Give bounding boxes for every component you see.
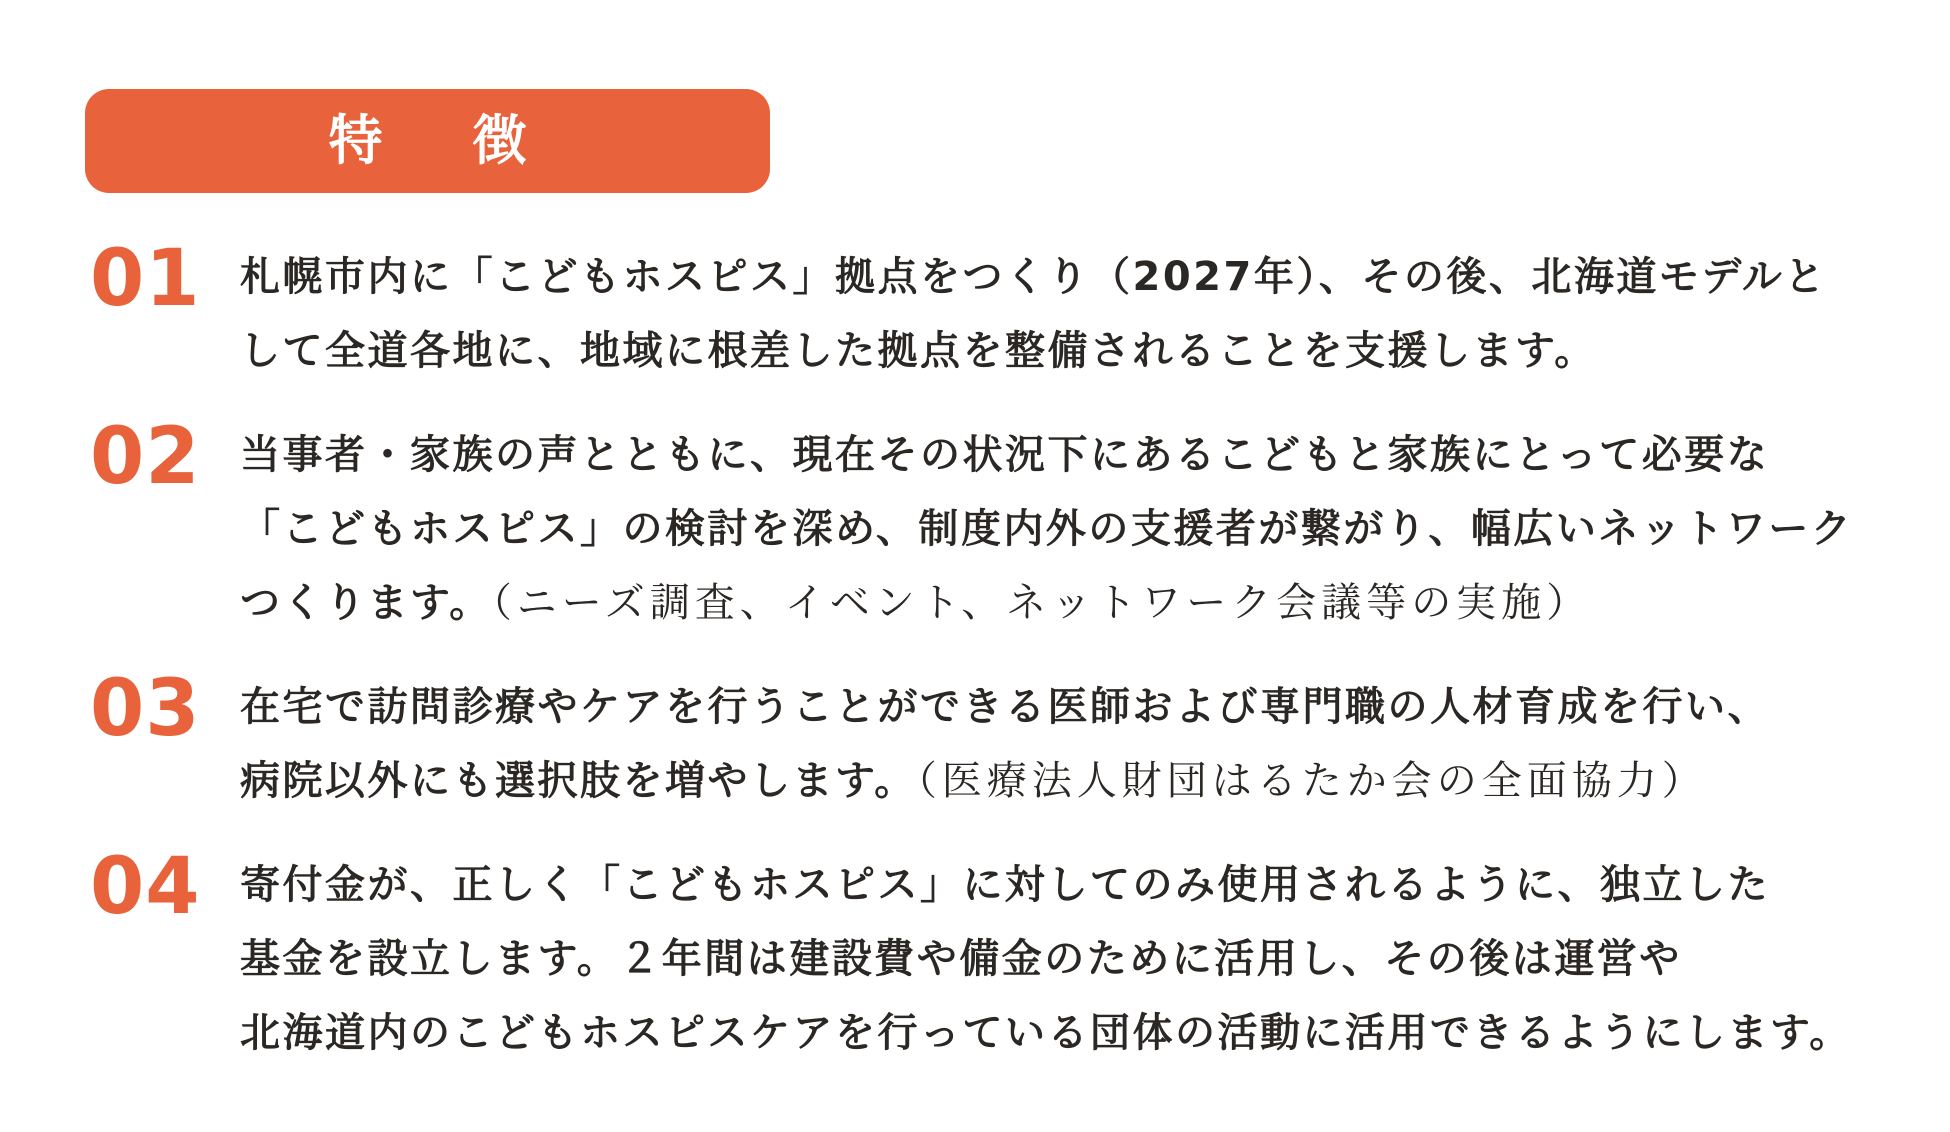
feature-item-line — [240, 492, 1905, 566]
feature-item-number: 02 — [90, 412, 201, 502]
feature-item-number: 03 — [90, 664, 201, 754]
feature-item-number: 04 — [90, 842, 201, 932]
feature-item-line — [240, 996, 1905, 1070]
feature-text-segment-light: （医療法人財団はるたか会の全面協力） — [916, 758, 1707, 804]
feature-item-text — [240, 848, 1905, 1070]
feature-text-segment-bold: 当事者・家族の声とともに、現在その状況下にあるこどもと家族にとって必要な — [240, 432, 1770, 478]
features-header-title: 特 徴 — [328, 109, 545, 172]
feature-text-segment-bold: して全道各地に、地域に根差した拠点を整備されることを支援します。 — [240, 328, 1597, 374]
feature-item — [90, 842, 1905, 1070]
feature-item — [90, 412, 1905, 640]
feature-item-line — [240, 670, 1905, 744]
feature-item — [90, 234, 1905, 388]
feature-item-text — [240, 418, 1905, 640]
feature-item-text — [240, 240, 1905, 388]
feature-item-number: 01 — [90, 234, 201, 324]
feature-text-segment-bold: 在宅で訪問診療やケアを行うことができる医師および専門職の人材育成を行い、 — [240, 684, 1770, 730]
features-header-badge — [85, 89, 770, 193]
features-list — [90, 234, 1905, 1100]
feature-item-line — [240, 848, 1905, 922]
feature-item-line — [240, 418, 1905, 492]
feature-text-segment-bold: 病院以外にも選択肢を増やします。 — [240, 758, 917, 804]
feature-item-text — [240, 670, 1905, 818]
feature-item-line — [240, 744, 1905, 818]
feature-text-segment-bold: 北海道内のこどもホスピスケアを行っている団体の活動に活用できるようにします。 — [240, 1010, 1852, 1056]
feature-text-segment-bold: 札幌市内に「こどもホスピス」拠点をつくり（2027年）、その後、北海道モデルと — [240, 254, 1827, 300]
feature-text-segment-bold: つくります。 — [240, 580, 492, 626]
feature-item-line — [240, 922, 1905, 996]
feature-text-segment-bold: 基金を設立します。２年間は建設費や備金のために活用し、その後は運営や — [240, 936, 1682, 982]
feature-item-line — [240, 240, 1905, 314]
feature-text-segment-bold: 寄付金が、正しく「こどもホスピス」に対してのみ使用されるように、独立した — [240, 862, 1770, 908]
feature-text-segment-light: （ニーズ調査、イベント、ネットワーク会議等の実施） — [491, 580, 1592, 626]
feature-item-line — [240, 566, 1905, 640]
feature-item-line — [240, 314, 1905, 388]
feature-text-segment-bold: 「こどもホスピス」の検討を深め、制度内外の支援者が繋がり、幅広いネットワーク — [240, 506, 1854, 552]
feature-item — [90, 664, 1905, 818]
